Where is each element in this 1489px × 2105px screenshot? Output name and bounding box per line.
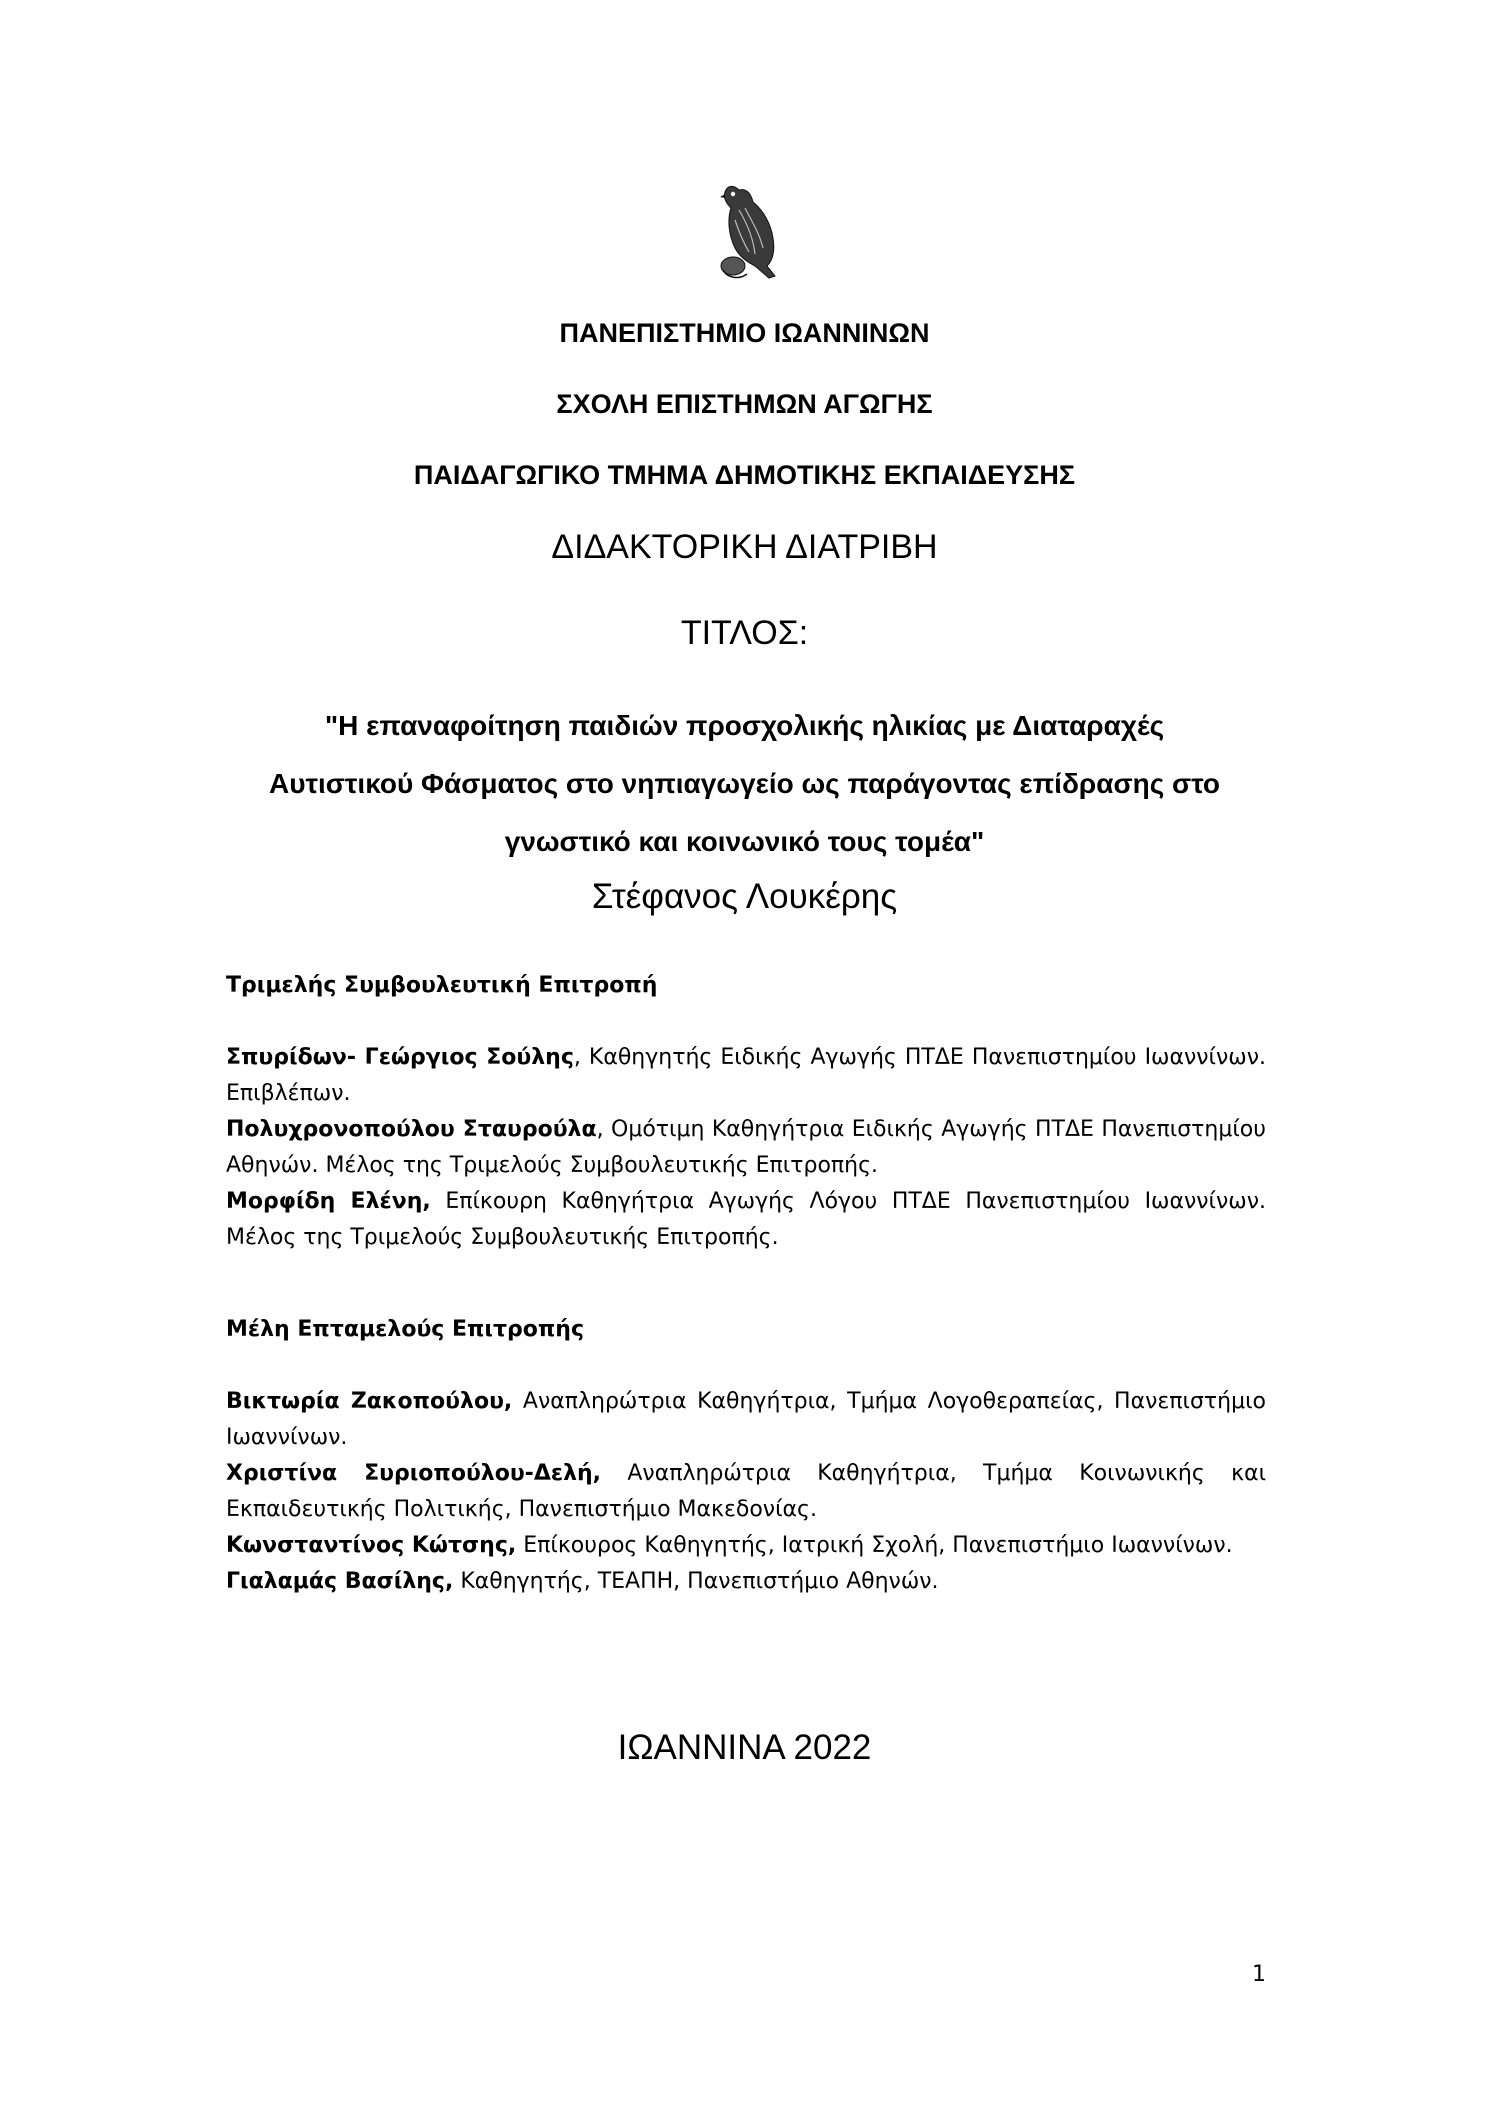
author-name: Στέφανος Λουκέρης xyxy=(591,877,898,916)
school-name: ΣΧΟΛΗ ΕΠΙΣΤΗΜΩΝ ΑΓΩΓΗΣ xyxy=(556,389,933,419)
thesis-title-line: Αυτιστικού Φάσματος στο νηπιαγωγείο ως παράγοντας επίδρασης στο xyxy=(268,768,1221,799)
advisory-committee-heading: Τριμελής Συμβουλευτική Επιτροπή xyxy=(226,973,658,998)
member-description: Επίκουρη Καθηγήτρια Αγωγής Λόγου ΠΤΔΕ Πανεπιστημίου Ιωαννίνων. Μέλος της Τριμελούς Συμβουλευτικής Επιτροπής. xyxy=(226,1189,1266,1250)
university-name: ΠΑΝΕΠΙΣΤΗΜΙΟ ΙΩΑΝΝΙΝΩΝ xyxy=(559,318,930,348)
member-name: Μορφίδη Ελένη, xyxy=(226,1189,431,1214)
member-name: Χριστίνα Συριοπούλου-Δελή, xyxy=(226,1461,602,1486)
committee-member xyxy=(226,1384,1266,1456)
advisory-committee-section xyxy=(226,968,1266,1256)
member-name: Σπυρίδων- Γεώργιος Σούλης xyxy=(226,1045,574,1070)
thesis-title xyxy=(180,697,1309,871)
place-year: ΙΩΑΝΝΙΝΑ 2022 xyxy=(617,1728,872,1767)
member-name: Πολυχρονοπούλου Σταυρούλα xyxy=(226,1117,597,1142)
title-label: ΤΙΤΛΟΣ: xyxy=(680,614,809,652)
thesis-title-line: γνωστικό και κοινωνικό τους τομέα" xyxy=(504,826,985,857)
document-type: ΔΙΔΑΚΤΟΡΙΚΗ ΔΙΑΤΡΙΒΗ xyxy=(551,528,938,566)
department-name: ΠΑΙΔΑΓΩΓΙΚΟ ΤΜΗΜΑ ΔΗΜΟΤΙΚΗΣ ΕΚΠΑΙΔΕΥΣΗΣ xyxy=(413,460,1076,490)
committee-member xyxy=(226,1528,1266,1564)
examination-committee-section xyxy=(226,1312,1266,1600)
member-description: Αναπληρώτρια Καθηγήτρια, Τμήμα Κοινωνικής και Εκπαιδευτικής Πολιτικής, Πανεπιστήμιο Μακεδονίας. xyxy=(226,1461,1267,1522)
examination-committee-heading: Μέλη Επταμελούς Επιτροπής xyxy=(226,1317,585,1342)
member-description: , Ομότιμη Καθηγήτρια Ειδικής Αγωγής ΠΤΔΕ Πανεπιστημίου Αθηνών. Μέλος της Τριμελούς Συμβουλευτικής Επιτροπής. xyxy=(226,1117,1266,1178)
member-name: Κωνσταντίνος Κώτσης, xyxy=(226,1533,517,1558)
member-description: , Καθηγητής Ειδικής Αγωγής ΠΤΔΕ Πανεπιστημίου Ιωαννίνων. Επιβλέπων. xyxy=(226,1045,1266,1106)
committee-member xyxy=(226,1112,1266,1184)
owl-logo-icon xyxy=(709,180,787,284)
committee-member xyxy=(226,1456,1266,1528)
committee-member xyxy=(226,1184,1266,1256)
committee-member xyxy=(226,1040,1266,1112)
member-name: Γιαλαμάς Βασίλης, xyxy=(226,1569,454,1594)
committee-member xyxy=(226,1564,1266,1600)
member-description: Αναπληρώτρια Καθηγήτρια, Τμήμα Λογοθεραπείας, Πανεπιστήμιο Ιωαννίνων. xyxy=(226,1389,1266,1450)
member-name: Βικτωρία Ζακοπούλου, xyxy=(226,1389,513,1414)
thesis-title-line: "Η επαναφοίτηση παιδιών προσχολικής ηλικίας με Διαταραχές xyxy=(324,710,1165,741)
page-number: 1 xyxy=(1252,1962,1266,1987)
member-description: Καθηγητής, ΤΕΑΠΗ, Πανεπιστήμιο Αθηνών. xyxy=(453,1569,939,1594)
member-description: Επίκουρος Καθηγητής, Ιατρική Σχολή, Πανεπιστήμιο Ιωαννίνων. xyxy=(516,1533,1233,1558)
